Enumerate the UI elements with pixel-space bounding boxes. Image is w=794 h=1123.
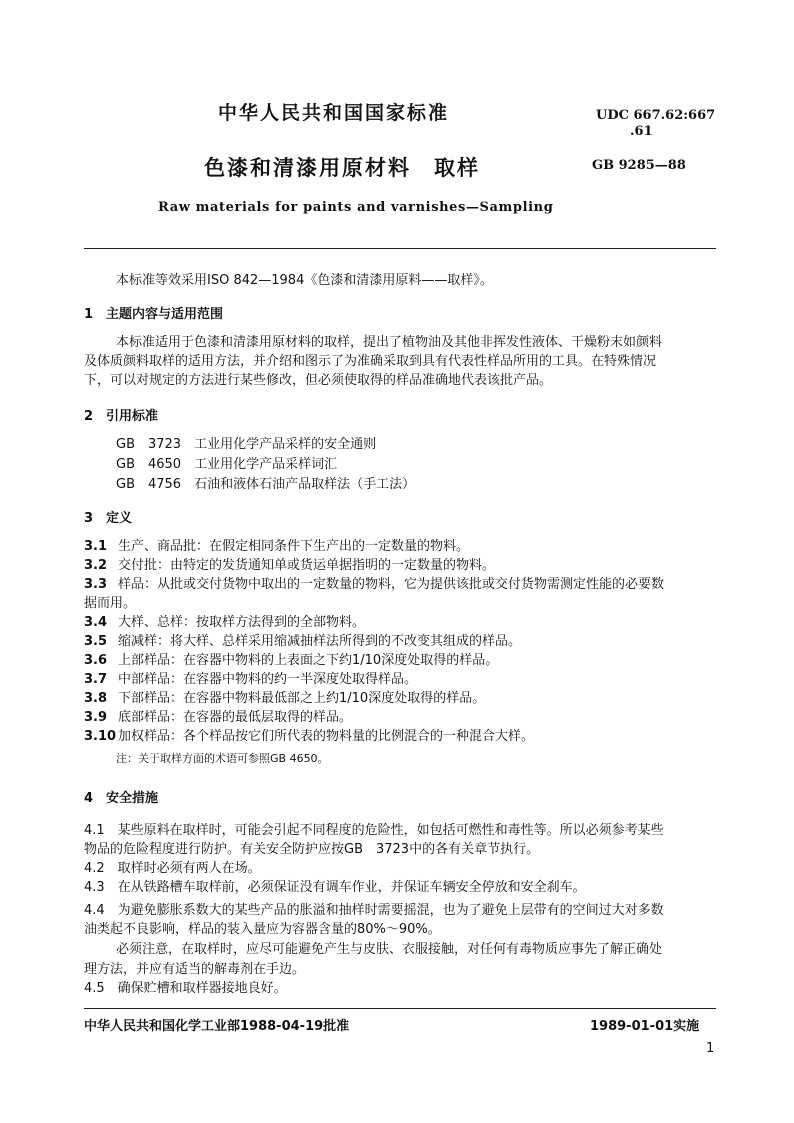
header-rule	[84, 248, 716, 249]
definition-item	[84, 557, 495, 574]
english-title: Raw materials for paints and varnishes—Sampling	[158, 200, 554, 215]
definition-number: 3.5	[84, 634, 108, 649]
definition-text: 交付批：由特定的发货通知单或货运单据指明的一定数量的物料。	[118, 558, 496, 573]
approval-line: 中华人民共和国化学工业部1988-04-19批准	[84, 1019, 350, 1034]
reference-item: GB 4650 工业用化学产品采样词汇	[116, 457, 338, 472]
definition-text: 底部样品：在容器的最低层取得的样品。	[118, 710, 353, 725]
intro-text: 本标准等效采用ISO 842—1984《色漆和清漆用原料——取样》。	[116, 273, 493, 288]
reference-item: GB 4756 石油和液体石油产品取样法（手工法）	[116, 477, 416, 492]
definition-number: 3.2	[84, 558, 108, 573]
gb-code: GB 9285—88	[592, 158, 686, 173]
section-4-heading: 4 安全措施	[84, 791, 159, 806]
safety-4-1-line-1: 4.1 某些原料在取样时，可能会引起不同程度的危险性，如包括可燃性和毒性等。所以必须参考某些	[84, 823, 664, 838]
definition-number: 3.8	[84, 691, 108, 706]
section-1-line-2: 及体质颜料取样的适用方法，并介绍和图示了为准确采取到具有代表性样品所用的工具。在特殊情况	[84, 354, 657, 369]
definition-text: 大样、总样：按取样方法得到的全部物料。	[118, 615, 366, 630]
footer-rule	[84, 1008, 716, 1009]
section-1-line-1: 本标准适用于色漆和清漆用原材料的取样，提出了植物油及其他非挥发性液体、干燥粉末如颜料	[116, 335, 663, 350]
definition-item	[84, 538, 469, 555]
safety-4-1-line-2: 物品的危险程度进行防护。有关安全防护应按GB 3723中的各有关章节执行。	[84, 842, 540, 857]
section-3-heading: 3 定义	[84, 511, 133, 526]
national-standard-heading: 中华人民共和国国家标准	[218, 102, 450, 124]
definition-text: 上部样品：在容器中物料的上表面之下约1/10深度处取得的样品。	[118, 653, 499, 668]
definition-item	[84, 576, 664, 593]
definition-item	[84, 671, 417, 688]
definition-item	[84, 614, 365, 631]
safety-4-4-line-1: 4.4 为避免膨胀系数大的某些产品的胀溢和抽样时需要摇混，也为了避免上层带有的空间过大对多数	[84, 903, 664, 918]
udc-code: UDC 667.62:667	[596, 108, 716, 123]
definition-text: 生产、商品批：在假定相同条件下生产出的一定数量的物料。	[118, 539, 470, 554]
safety-4-3: 4.3 在从铁路槽车取样前，必须保证没有调车作业，并保证车辆安全停放和安全刹车。	[84, 880, 586, 895]
definition-number: 3.7	[84, 672, 108, 687]
section-1-heading: 1 主题内容与适用范围	[84, 307, 224, 322]
definition-number: 3.6	[84, 653, 108, 668]
definition-number: 3.1	[84, 539, 108, 554]
safety-4-5: 4.5 确保贮槽和取样器接地良好。	[84, 981, 287, 996]
definition-text: 据而用。	[84, 596, 137, 611]
definition-item	[84, 709, 352, 726]
page-number: 1	[706, 1041, 715, 1056]
safety-4-4-line-3: 必须注意，在取样时，应尽可能避免产生与皮肤、衣服接触，对任何有毒物质应事先了解正确处	[116, 942, 663, 957]
definition-text: 样品：从批或交付货物中取出的一定数量的物料，它为提供该批或交付货物需测定性能的必要数	[118, 577, 665, 592]
section-1-line-3: 下，可以对规定的方法进行某些修改，但必须使取得的样品准确地代表该批产品。	[84, 373, 553, 388]
definition-item	[84, 690, 485, 707]
definition-number: 3.3	[84, 577, 108, 592]
definition-text: 中部样品：在容器中物料的约一半深度处取得样品。	[118, 672, 418, 687]
definition-text: 下部样品：在容器中物料最低部之上约1/10深度处取得的样品。	[118, 691, 486, 706]
definition-item	[84, 633, 521, 650]
definition-text: 加权样品：各个样品按它们所代表的物料量的比例混合的一种混合大样。	[118, 729, 535, 744]
definition-note: 注：关于取样方面的术语可参照GB 4650。	[116, 752, 329, 765]
safety-4-2: 4.2 取样时必须有两人在场。	[84, 861, 261, 876]
definition-number: 3.4	[84, 615, 108, 630]
definition-text: 缩减样：将大样、总样采用缩减抽样法所得到的不改变其组成的样品。	[118, 634, 522, 649]
definition-item	[84, 728, 534, 745]
section-2-heading: 2 引用标准	[84, 409, 159, 424]
definition-continuation	[84, 595, 136, 612]
safety-4-4-line-2: 油类起不良影响，样品的装入量应为容器含量的80%～90%。	[84, 922, 441, 937]
effective-date: 1989-01-01实施	[590, 1019, 700, 1034]
document-title: 色漆和清漆用原材料 取样	[204, 156, 480, 180]
definition-number: 3.10	[84, 729, 117, 744]
definition-number: 3.9	[84, 710, 108, 725]
safety-4-4-line-4: 理方法，并应有适当的解毒剂在手边。	[84, 962, 306, 977]
reference-item: GB 3723 工业用化学产品采样的安全通则	[116, 437, 377, 452]
definition-item	[84, 652, 498, 669]
udc-code-continued: .61	[630, 124, 653, 139]
